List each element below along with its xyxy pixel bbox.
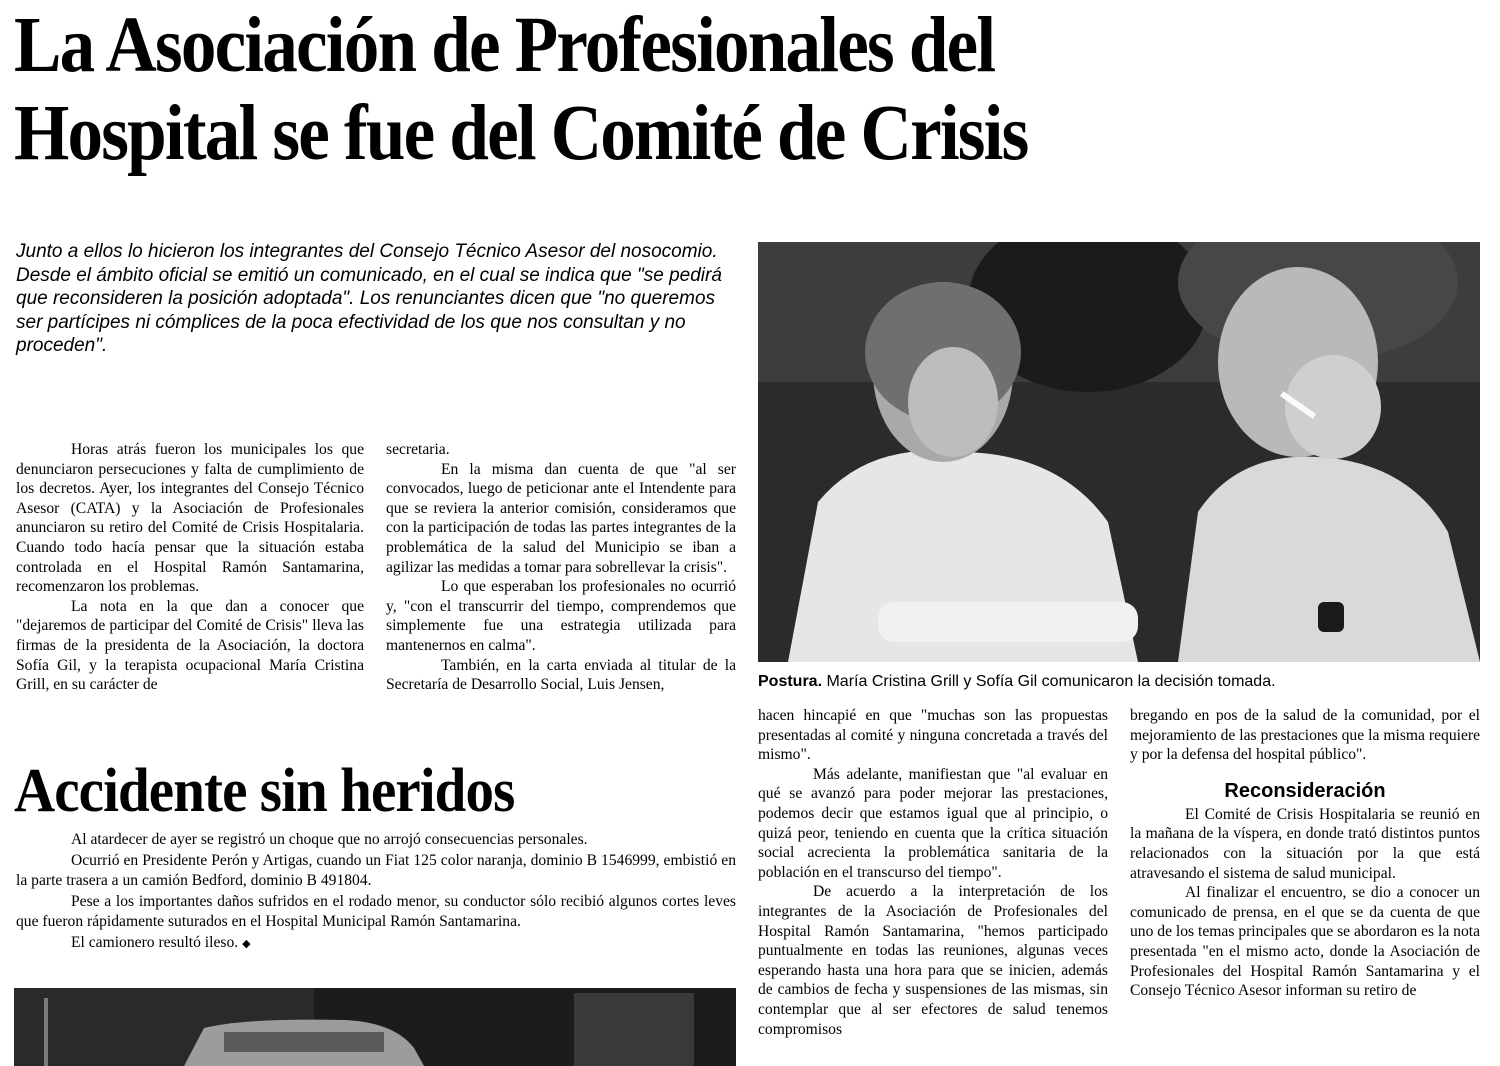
article-photo bbox=[758, 242, 1480, 662]
headline bbox=[14, 2, 1166, 178]
paragraph: De acuerdo a la interpretación de los integrantes de la Asociación de Profesionales del Hospital Ramón Santamarina, "hemos participado puntualmente en todas las reuniones, algunas veces esperando hasta una hora para que se inicien, además de cambios de fecha y suspensiones de las mismas, sin contemplar que al ser efectores de salud tenemos compromisos bbox=[758, 883, 1108, 1038]
paragraph: La nota en la que dan a conocer que "dejaremos de participar del Comité de Crisis" lleva las firmas de la presidenta de la Asociación, la doctora Sofía Gil, y la terapista ocupacional María Cristina Grill, en su carácter de bbox=[16, 597, 364, 694]
paragraph-continuation: secretaria. bbox=[386, 441, 450, 458]
paragraph-continuation: hacen hincapié en que "muchas son las propuestas presentadas al comité y ninguna concretada a través del mismo". bbox=[758, 707, 1108, 764]
paragraph: Horas atrás fueron los municipales los que denunciaron persecuciones y falta de cumplimiento de los decretos. Ayer, los integrantes del Consejo Técnico Asesor (CATA) y la Asociación de Profesionales anunciaron su retiro del Comité de Crisis Hospitalaria. Cuando todo hacía pensar que la situación estaba controlada en el Hospital Ramón Santamarina, recomenzaron los problemas. bbox=[16, 441, 364, 596]
article-column-3 bbox=[758, 706, 1108, 1039]
paragraph: Ocurrió en Presidente Perón y Artigas, cuando un Fiat 125 color naranja, dominio B 1546999, embistió en la parte trasera a un camión Bedford, dominio B 491804. bbox=[16, 851, 736, 889]
accident-article bbox=[16, 830, 736, 954]
paragraph-text: El camionero resultó ileso. bbox=[71, 933, 239, 951]
article-column-4 bbox=[1130, 706, 1480, 1001]
paragraph-last bbox=[16, 933, 736, 955]
lead-paragraph: Junto a ellos lo hicieron los integrantes del Consejo Técnico Asesor del nosocomio. Desde el ámbito oficial se emitió un comunicado, en el cual se indica que "se pedirá que reconsideren la posición adoptada". Los renunciantes dicen que "no queremos ser partícipes ni cómplices de la poca efectividad de los que nos consultan y no proceden". bbox=[16, 241, 722, 357]
article-column-2 bbox=[386, 440, 736, 695]
end-mark: ◆ bbox=[242, 937, 251, 950]
accident-photo bbox=[14, 988, 736, 1066]
photo-illustration bbox=[758, 242, 1480, 662]
photo-caption bbox=[758, 672, 1480, 692]
paragraph: También, en la carta enviada al titular de la Secretaría de Desarrollo Social, Luis Jensen, bbox=[386, 656, 736, 694]
headline-line-1: La Asociación de Profesionales del bbox=[14, 2, 995, 89]
paragraph: Al atardecer de ayer se registró un choque que no arrojó consecuencias personales. bbox=[71, 831, 588, 848]
paragraph: Pese a los importantes daños sufridos en el rodado menor, su conductor sólo recibió algunos cortes leves que fueron rápidamente suturados en el Hospital Municipal Ramón Santamarina. bbox=[16, 892, 736, 930]
accident-headline: Accidente sin heridos bbox=[14, 757, 515, 825]
paragraph: Lo que esperaban los profesionales no ocurrió y, "con el transcurrir del tiempo, comprendemos que simplemente fue una estrategia utilizada para mantenernos en calma". bbox=[386, 578, 736, 654]
caption-label: Postura. bbox=[758, 673, 823, 690]
paragraph: En la misma dan cuenta de que "al ser convocados, luego de peticionar ante el Intendente para que se reviera la anterior comisión, consideramos que con la participación de todas las partes integrantes de la problemática de la salud del Municipio se iban a agilizar las medidas a tomar para sobrellevar la crisis". bbox=[386, 460, 736, 576]
paragraph-continuation: bregando en pos de la salud de la comunidad, por el mejoramiento de las prestaciones que la misma requiere y por la defensa del hospital público". bbox=[1130, 707, 1480, 764]
photo-illustration bbox=[14, 988, 736, 1066]
paragraph: El Comité de Crisis Hospitalaria se reunió en la mañana de la víspera, en donde trató distintos puntos relacionados con la situación por la que está atravesando el sistema de salud municipal. bbox=[1130, 805, 1480, 882]
paragraph: Al finalizar el encuentro, se dio a conocer un comunicado de prensa, en el que se da cuenta de que uno de los temas principales que se abordaron es la nota presentada "en el mismo acto, donde la Asociación de Profesionales del Hospital Ramón Santamarina y el Consejo Técnico Asesor informan su retiro de bbox=[1130, 884, 1480, 1000]
section-subheading: Reconsideración bbox=[1224, 779, 1386, 802]
article-column-1 bbox=[16, 440, 364, 695]
caption-text: María Cristina Grill y Sofía Gil comunicaron la decisión tomada. bbox=[826, 673, 1276, 690]
paragraph: Más adelante, manifiestan que "al evaluar en qué se avanzó para poder mejorar las prestaciones, podemos decir que estamos igual que al principio, o quizá peor, teniendo en cuenta que la crítica situación social acrecienta la problemática sanitaria de la población en el transcurso del tiempo". bbox=[758, 765, 1108, 881]
headline-line-2: Hospital se fue del Comité de Crisis bbox=[14, 90, 1028, 177]
